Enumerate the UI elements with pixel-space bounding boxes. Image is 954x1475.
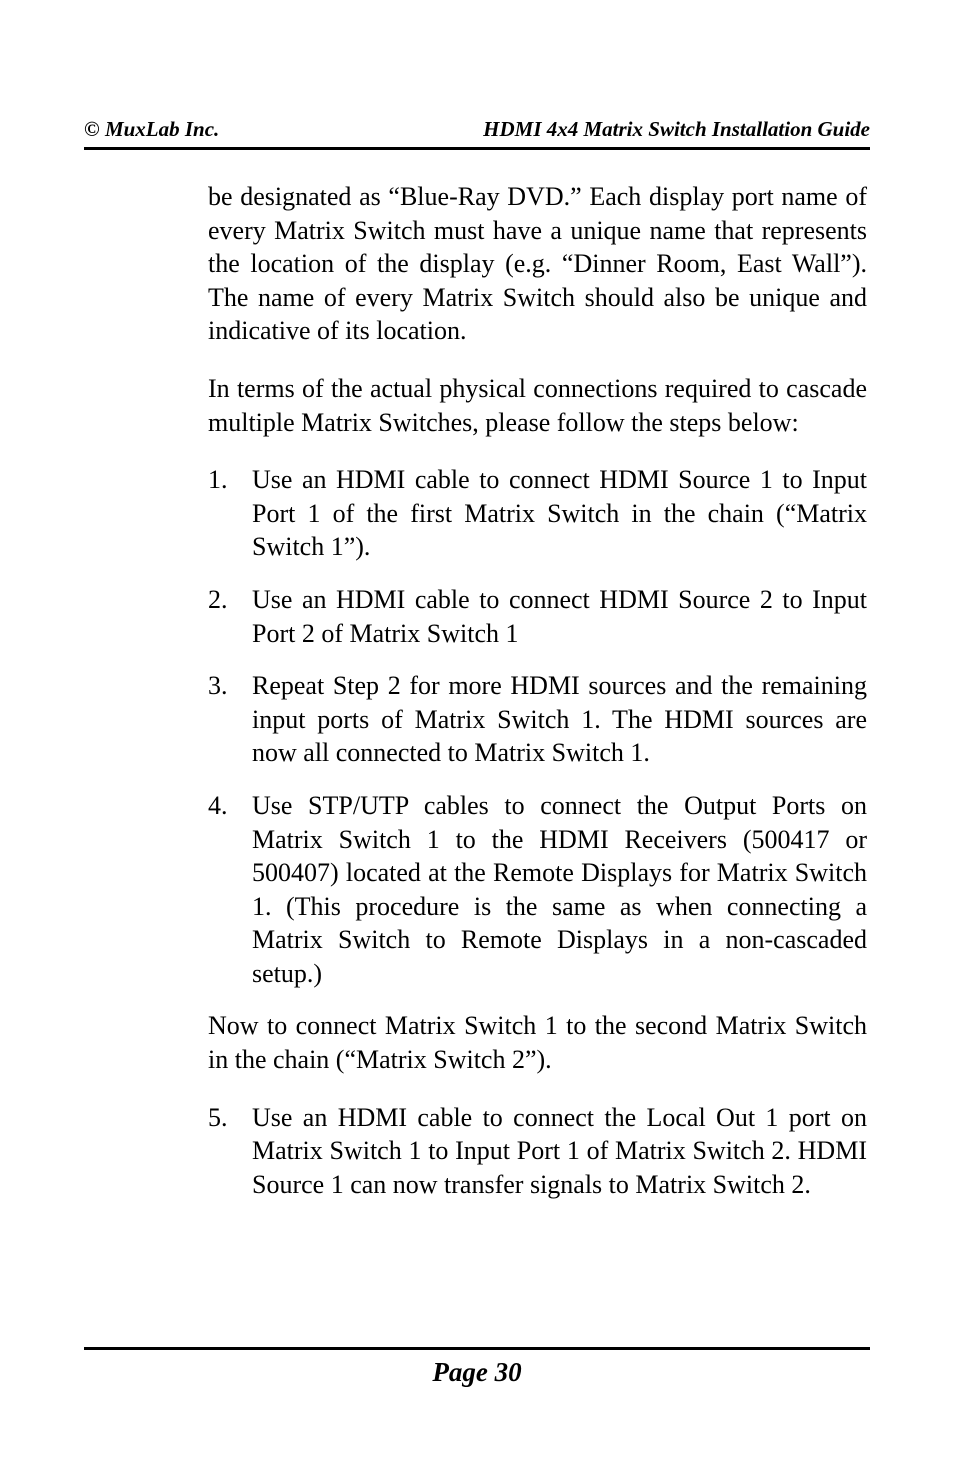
paragraph-next-switch: Now to connect Matrix Switch 1 to the second Matrix Switch in the chain (“Matrix Switch 2”). — [208, 1011, 867, 1075]
step-number: 5. — [208, 1102, 228, 1132]
step-text: Use an HDMI cable to connect HDMI Source 2 to Input Port 2 of Matrix Switch 1 — [252, 584, 867, 648]
paragraph-physical-connections: In terms of the actual physical connections required to cascade multiple Matrix Switches, please follow the steps below: — [208, 373, 867, 437]
steps-list-second — [208, 1101, 867, 1202]
list-item — [208, 1101, 867, 1202]
list-item — [208, 669, 867, 770]
step-text: Use an HDMI cable to connect HDMI Source 1 to Input Port 1 of the first Matrix Switch in the chain (“Matrix Switch 1”). — [252, 465, 867, 562]
list-item — [208, 463, 867, 564]
page-body — [208, 180, 867, 1220]
step-number: 3. — [208, 671, 228, 701]
footer-rule — [84, 1347, 870, 1350]
paragraph-intro: be designated as “Blue-Ray DVD.” Each display port name of every Matrix Switch must have a unique name that represents the location of the display (e.g. “Dinner Room, East Wall”). The name of every Matrix Switch should also be unique and indicative of its location. — [208, 182, 867, 346]
list-item — [208, 583, 867, 650]
header-rule — [84, 147, 870, 150]
header-copyright: © MuxLab Inc. — [84, 117, 220, 141]
step-number: 1. — [208, 465, 228, 495]
page-number: Page 30 — [432, 1357, 522, 1387]
header-guide-title: HDMI 4x4 Matrix Switch Installation Guide — [483, 117, 870, 141]
step-number: 4. — [208, 790, 228, 820]
list-item — [208, 789, 867, 991]
step-text: Use an HDMI cable to connect the Local Out 1 port on Matrix Switch 1 to Input Port 1 of Matrix Switch 2. HDMI Source 1 can now transfer signals to Matrix Switch 2. — [252, 1102, 867, 1199]
step-text: Use STP/UTP cables to connect the Output Ports on Matrix Switch 1 to the HDMI Receivers (500417 or 500407) located at the Remote Displays for Matrix Switch 1. (This procedure is the same as when connecting a Matrix Switch to Remote Displays in a non-cascaded setup.) — [252, 790, 867, 988]
steps-list-first — [208, 463, 867, 990]
page-header — [84, 116, 870, 142]
step-text: Repeat Step 2 for more HDMI sources and the remaining input ports of Matrix Switch 1. The HDMI sources are now all connected to Matrix Switch 1. — [252, 671, 867, 768]
step-number: 2. — [208, 584, 228, 614]
